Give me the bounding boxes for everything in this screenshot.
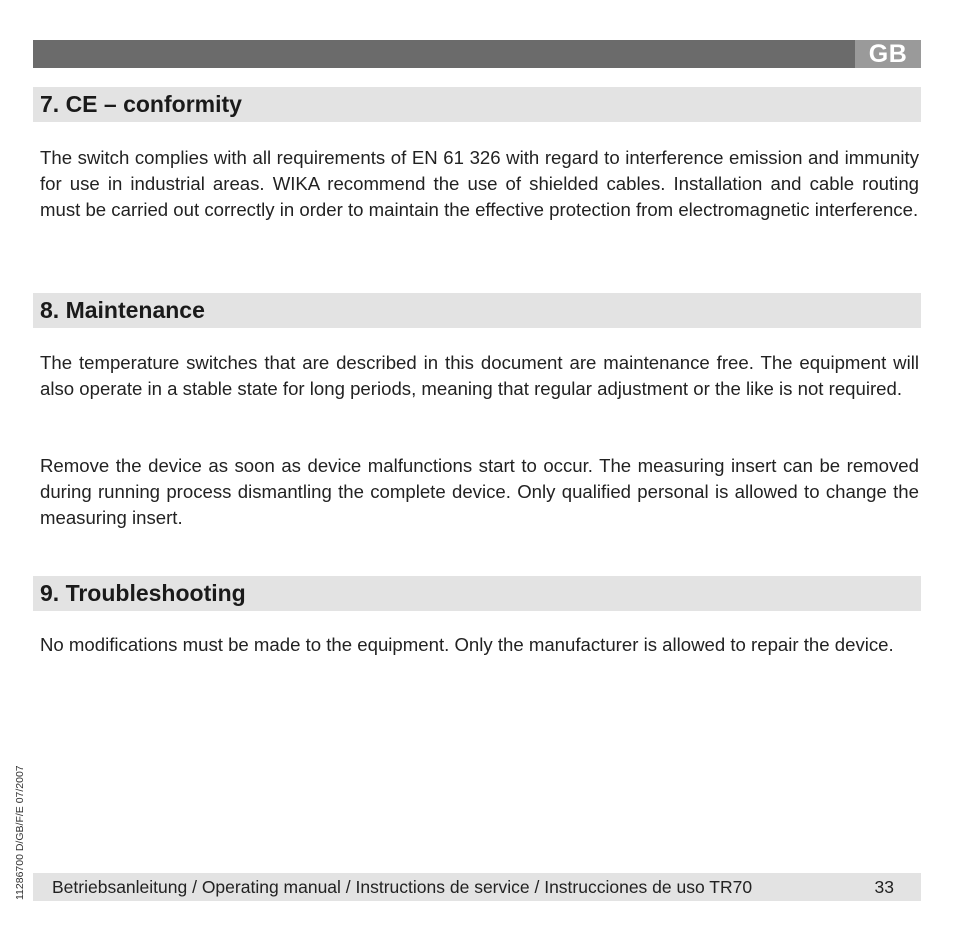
header-bar [33,40,921,68]
page-number: 33 [874,877,894,897]
section-heading-maintenance: 8. Maintenance [33,293,921,328]
section-heading-ce-conformity: 7. CE – conformity [33,87,921,122]
paragraph-maintenance-1: The temperature switches that are described in this document are maintenance free. The equipment will also operate in a stable state for long periods, meaning that regular adjustment or the like is not required. [40,352,919,399]
footer-title: Betriebsanleitung / Operating manual / Instructions de service / Instrucciones de uso TR70 [52,877,753,897]
document-code: 11286700 D/GB/F/E 07/2007 [14,765,26,900]
paragraph-ce-conformity: The switch complies with all requirements of EN 61 326 with regard to interference emission and immunity for use in industrial areas. WIKA recommend the use of shielded cables. Installation and cable routing must be carried out correctly in order to maintain the effective protection from electromagnetic interference. [40,147,919,220]
section-heading-troubleshooting: 9. Troubleshooting [33,576,921,611]
footer-bar [33,873,921,901]
language-badge: GB [855,40,921,68]
paragraph-troubleshooting: No modifications must be made to the equipment. Only the manufacturer is allowed to repair the device. [40,634,894,655]
paragraph-maintenance-2: Remove the device as soon as device malfunctions start to occur. The measuring insert can be removed during running process dismantling the complete device. Only qualified personal is allowed to change the measuring insert. [40,455,919,528]
